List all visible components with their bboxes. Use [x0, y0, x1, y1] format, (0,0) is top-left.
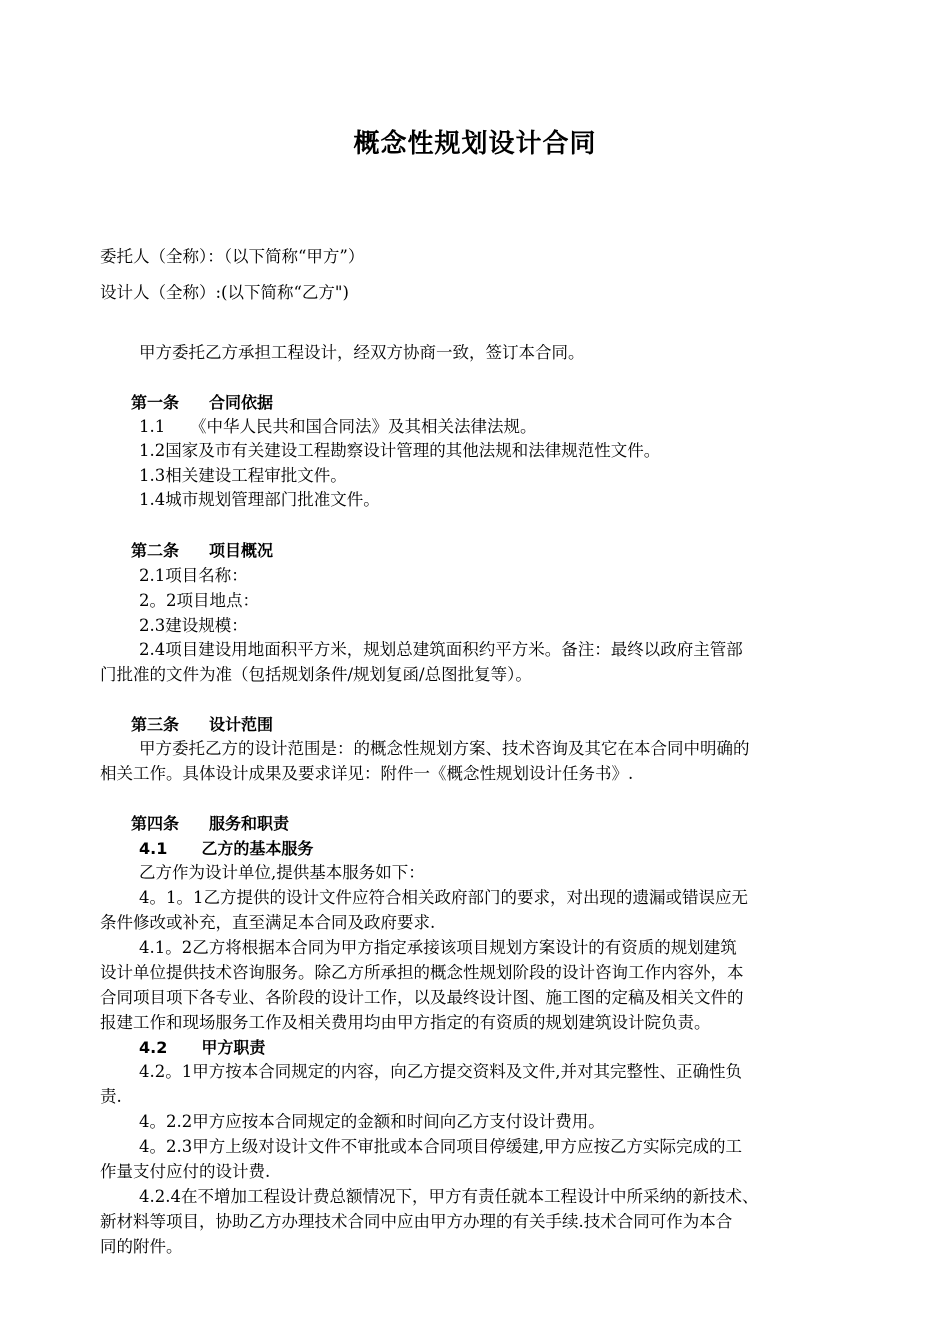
article-number: 第四条	[131, 814, 180, 833]
intro-paragraph: 甲方委托乙方承担工程设计，经双方协商一致，签订本合同。	[139, 343, 585, 362]
designer-party-line: 设计人（全称）:(以下简称“乙方")	[100, 283, 349, 302]
article-title: 项目概况	[209, 541, 274, 560]
section-title: 甲方职责	[201, 1038, 266, 1057]
section-4-2-text: 4.2.4在不增加工程设计费总额情况下，甲方有责任就本工程设计中所采纳的新技术、	[139, 1187, 759, 1206]
section-4-1-text: 报建工作和现场服务工作及相关费用均由甲方指定的有资质的规划建筑设计院负责。	[100, 1013, 711, 1032]
section-4-1-text: 4.1。2乙方将根据本合同为甲方指定承接该项目规划方案设计的有资质的规划建筑	[139, 938, 737, 957]
section-number: 4.2	[139, 1038, 168, 1057]
section-title: 乙方的基本服务	[201, 839, 314, 858]
section-number: 4.1	[139, 839, 168, 858]
section-4-1-text: 设计单位提供技术咨询服务。除乙方所承担的概念性规划阶段的设计咨询工作内容外，本	[100, 963, 744, 982]
section-4-1-text: 合同项目项下各专业、各阶段的设计工作，以及最终设计图、施工图的定稿及相关文件的	[100, 988, 744, 1007]
article-2-item: 2。2项目地点：	[139, 591, 259, 610]
section-4-2-text: 4.2。1甲方按本合同规定的内容，向乙方提交资料及文件,并对其完整性、正确性负	[139, 1062, 742, 1081]
article-2-item: 2.4项目建设用地面积平方米，规划总建筑面积约平方米。备注：最终以政府主管部	[139, 640, 743, 659]
article-1-item: 1.3相关建设工程审批文件。	[139, 466, 347, 485]
article-2-item: 门批准的文件为准（包括规划条件/规划复函/总图批复等）。	[100, 665, 532, 684]
client-party-line: 委托人（全称）：（以下简称“甲方”）	[100, 247, 365, 266]
article-3-heading	[131, 713, 273, 737]
article-1-item: 1.1 《中华人民共和国合同法》及其相关法律法规。	[139, 417, 537, 436]
article-2-item: 2.1项目名称：	[139, 566, 248, 585]
section-4-2-text: 责.	[100, 1087, 122, 1106]
article-number: 第二条	[131, 541, 180, 560]
section-4-1-text: 乙方作为设计单位,提供基本服务如下：	[139, 863, 425, 882]
article-number: 第三条	[131, 715, 180, 734]
article-1-heading	[131, 391, 273, 415]
article-3-text: 相关工作。具体设计成果及要求详见：附件一《概念性规划设计任务书》.	[100, 764, 634, 783]
article-title: 设计范围	[209, 715, 274, 734]
section-4-2-text: 新材料等项目，协助乙方办理技术合同中应由甲方办理的有关手续.技术合同可作为本合	[100, 1212, 733, 1231]
section-4-2-text: 4。2.2甲方应按本合同规定的金额和时间向乙方支付设计费用。	[139, 1112, 605, 1131]
article-title: 服务和职责	[209, 814, 290, 833]
article-2-heading	[131, 539, 273, 563]
article-number: 第一条	[131, 393, 180, 412]
section-4-2-text: 作量支付应付的设计费.	[100, 1162, 271, 1181]
article-1-item: 1.2国家及市有关建设工程勘察设计管理的其他法规和法律规范性文件。	[139, 441, 661, 460]
section-4-1-text: 条件修改或补充，直至满足本合同及政府要求.	[100, 913, 436, 932]
article-title: 合同依据	[209, 393, 274, 412]
article-4-heading	[131, 812, 289, 836]
section-4-1-text: 4。1。1乙方提供的设计文件应符合相关政府部门的要求，对出现的遗漏或错误应无	[139, 888, 748, 907]
article-2-item: 2.3建设规模：	[139, 616, 248, 635]
section-4-2-heading	[139, 1036, 265, 1060]
article-1-item: 1.4城市规划管理部门批准文件。	[139, 490, 380, 509]
section-4-2-text: 同的附件。	[100, 1237, 183, 1256]
section-4-1-heading	[139, 837, 313, 861]
document-title: 概念性规划设计合同	[353, 129, 597, 159]
article-3-text: 甲方委托乙方的设计范围是：的概念性规划方案、技术咨询及其它在本合同中明确的	[139, 739, 750, 758]
section-4-2-text: 4。2.3甲方上级对设计文件不审批或本合同项目停缓建,甲方应按乙方实际完成的工	[139, 1137, 742, 1156]
